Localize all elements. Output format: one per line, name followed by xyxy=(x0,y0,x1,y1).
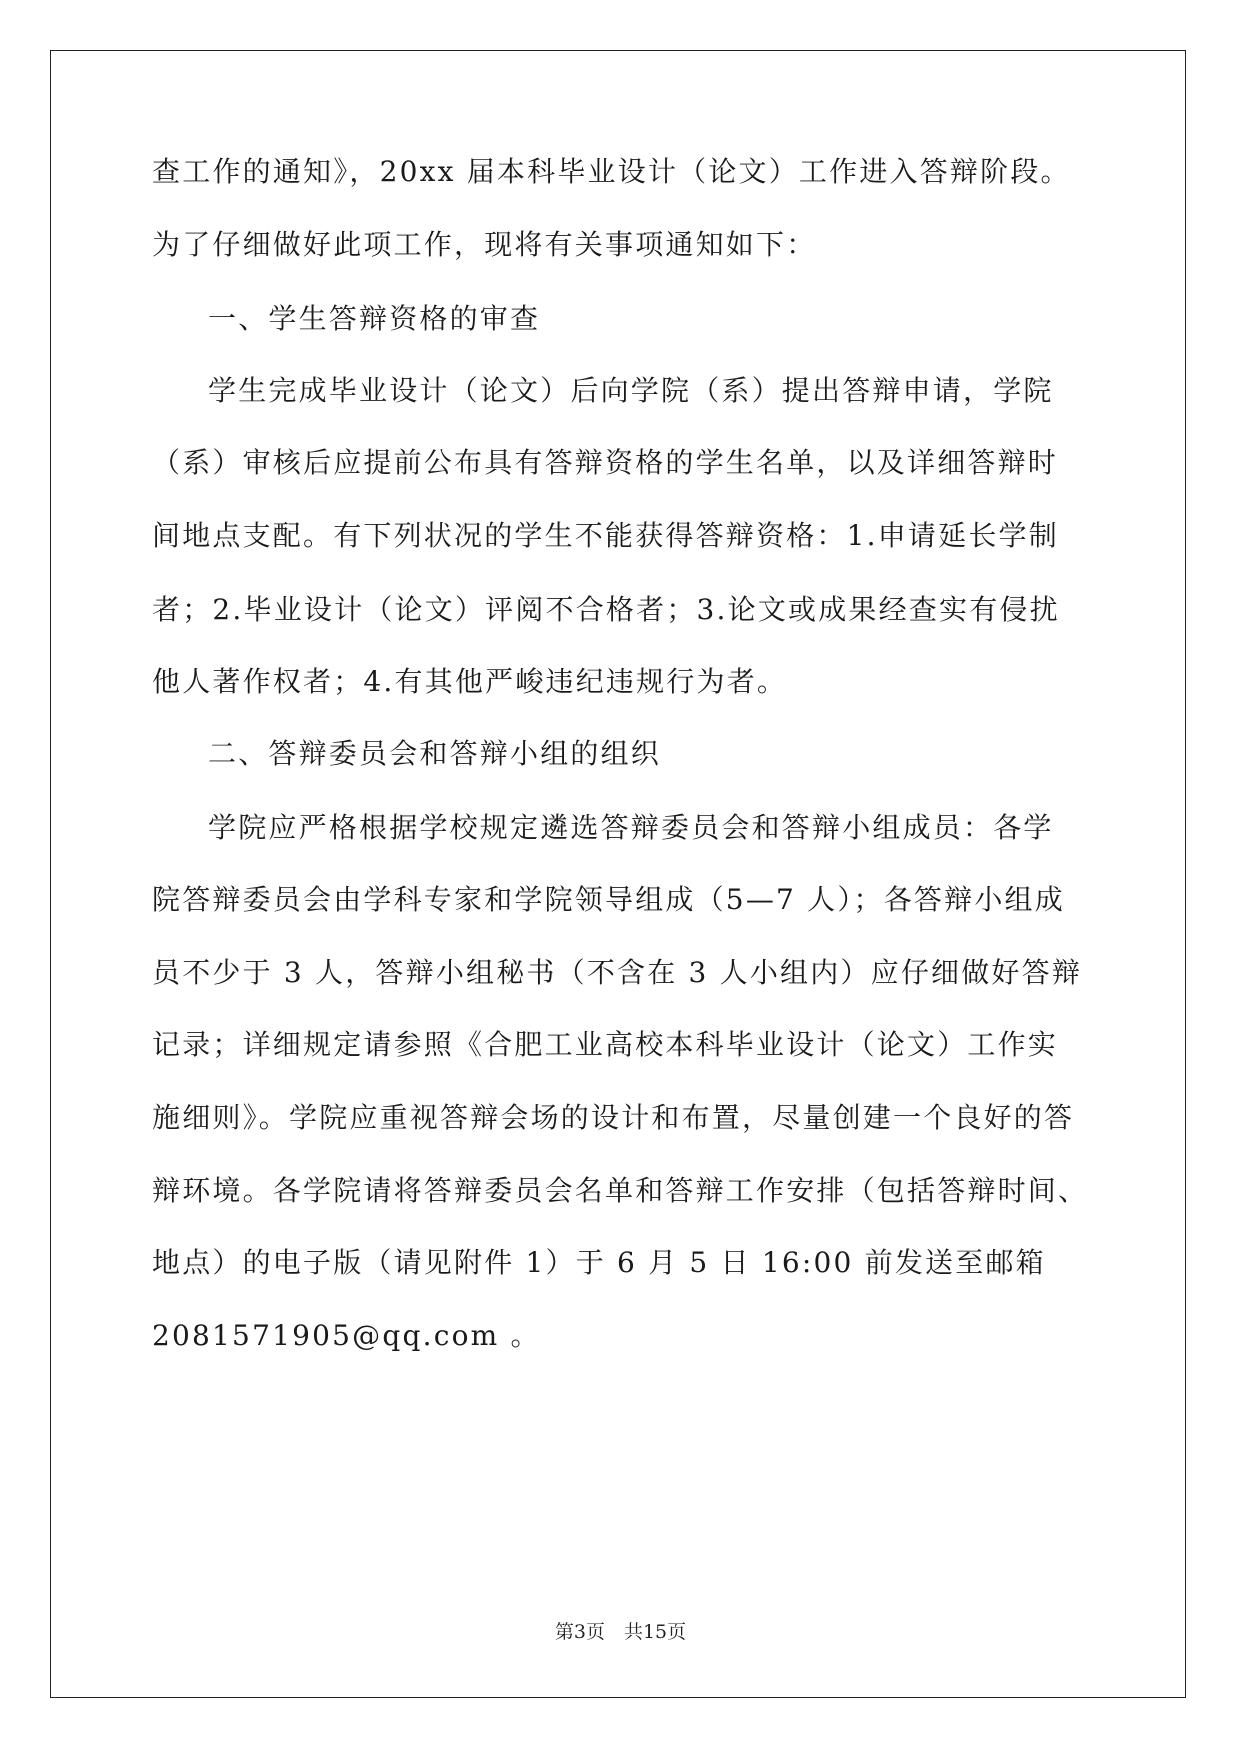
text-line: （系）审核后应提前公布具有答辩资格的学生名单，以及详细答辩时 xyxy=(152,446,1059,479)
text-line: 为了仔细做好此项工作，现将有关事项通知如下： xyxy=(152,228,817,261)
section-heading: 二、答辩委员会和答辩小组的组织 xyxy=(208,737,662,770)
email-line: 2081571905@qq.com 。 xyxy=(152,1319,541,1352)
page-number-footer: 第3页 共15页 xyxy=(554,1621,687,1643)
paragraph-start-line: 学院应严格根据学校规定遴选答辩委员会和答辩小组成员：各学 xyxy=(208,811,1054,844)
text-line: 施细则》。学院应重视答辩会场的设计和布置，尽量创建一个良好的答 xyxy=(152,1101,1075,1134)
text-line: 地点）的电子版（请见附件 1）于 6 月 5 日 16:00 前发送至邮箱 xyxy=(152,1246,1046,1279)
text-line: 记录；详细规定请参照《合肥工业高校本科毕业设计（论文）工作实 xyxy=(152,1028,1059,1061)
text-line: 间地点支配。有下列状况的学生不能获得答辩资格：1.申请延长学制 xyxy=(152,519,1059,552)
text-line: 院答辩委员会由学科专家和学院领导组成（5—7 人）；各答辩小组成 xyxy=(152,883,1065,916)
text-line: 他人著作权者；4.有其他严峻违纪违规行为者。 xyxy=(152,665,788,698)
text-line: 查工作的通知》，20xx 届本科毕业设计（论文）工作进入答辩阶段。 xyxy=(152,155,1071,188)
text-line: 者；2.毕业设计（论文）评阅不合格者；3.论文或成果经查实有侵扰 xyxy=(152,593,1060,626)
text-line: 辩环境。各学院请将答辩委员会名单和答辩工作安排（包括答辩时间、 xyxy=(152,1174,1089,1207)
section-heading: 一、学生答辩资格的审查 xyxy=(208,302,541,335)
page-border xyxy=(50,50,1186,1698)
paragraph-start-line: 学生完成毕业设计（论文）后向学院（系）提出答辩申请，学院 xyxy=(208,374,1054,407)
text-line: 员不少于 3 人，答辩小组秘书（不含在 3 人小组内）应仔细做好答辩 xyxy=(152,956,1083,989)
